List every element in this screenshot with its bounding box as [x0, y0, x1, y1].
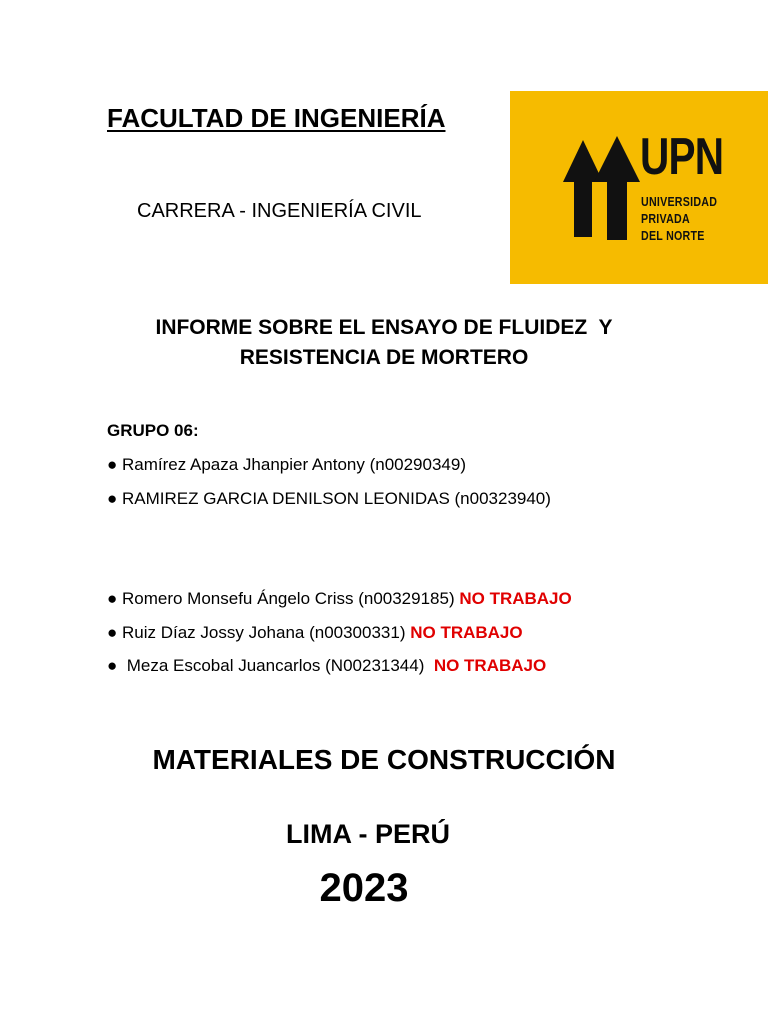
course-name: MATERIALES DE CONSTRUCCIÓN — [152, 744, 616, 775]
report-title-line-2: RESISTENCIA DE MORTERO — [239, 346, 529, 369]
report-title-line-1: INFORME SOBRE EL ENSAYO DE FLUIDEZ Y — [155, 316, 613, 339]
member-status: NO TRABAJO — [459, 589, 572, 608]
location: LIMA - PERÚ — [286, 819, 450, 849]
group-label: GRUPO 06: — [107, 421, 199, 440]
career-name: CARRERA - INGENIERÍA CIVIL — [137, 200, 422, 222]
report-title — [0, 313, 768, 373]
member-status: NO TRABAJO — [410, 623, 523, 642]
logo-text-line-2: PRIVADA — [641, 211, 690, 226]
member-name: ● Ruiz Díaz Jossy Johana (n00300331) — [107, 623, 411, 642]
member-name: ● Meza Escobal Juancarlos (N00231344) — [107, 656, 434, 675]
member-item — [107, 489, 551, 509]
member-item — [107, 656, 546, 676]
member-status: NO TRABAJO — [433, 656, 547, 675]
logo-acronym: UPN — [640, 128, 724, 186]
member-name: ● Romero Monsefu Ángelo Criss (n00329185) — [107, 589, 460, 608]
year: 2023 — [319, 866, 409, 910]
member-item — [107, 623, 523, 643]
logo-text-line-3: DEL NORTE — [641, 228, 705, 243]
member-name: ● RAMIREZ GARCIA DENILSON LEONIDAS (n00323940) — [107, 489, 551, 508]
logo-text-line-1: UNIVERSIDAD — [641, 194, 718, 209]
member-item — [107, 455, 466, 475]
member-name: ● Ramírez Apaza Jhanpier Antony (n00290349) — [107, 455, 466, 474]
faculty-title: FACULTAD DE INGENIERÍA — [107, 103, 446, 133]
member-item — [107, 589, 572, 609]
upn-logo — [510, 91, 768, 284]
